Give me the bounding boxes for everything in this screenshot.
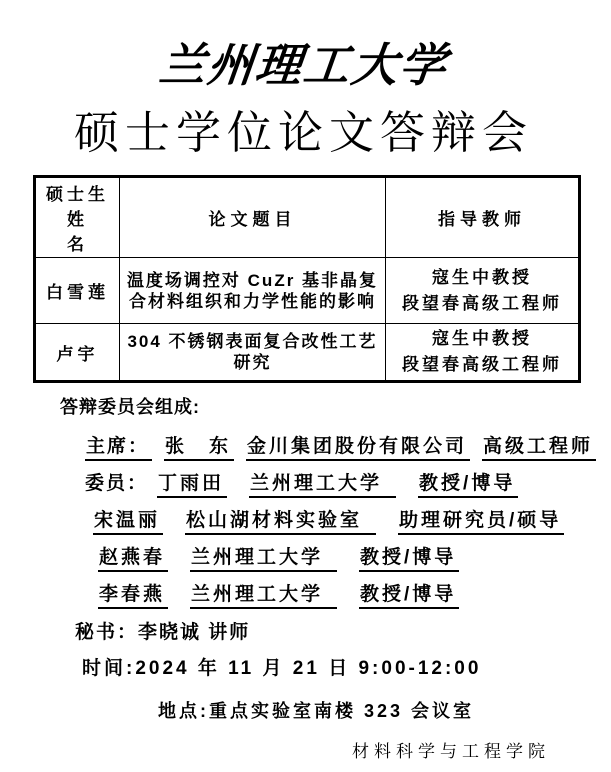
table-row [35, 324, 580, 382]
member-name: 宋温丽 [93, 509, 163, 535]
defense-location: 地点:重点实验室南楼 323 会议室 [158, 701, 475, 721]
chair-label: 主席： [85, 435, 152, 461]
member-name: 赵燕春 [98, 546, 168, 572]
defense-table [33, 175, 581, 383]
defense-announcement-page [0, 30, 607, 772]
member-name: 李春燕 [98, 583, 168, 609]
chair-affiliation: 金川集团股份有限公司 [246, 435, 470, 461]
member-affiliation: 兰州理工大学 [249, 472, 396, 498]
department-signature: 材料科学与工程学院 [352, 742, 550, 761]
thesis-title: 温度场调控对 CuZr 基非晶复合材料组织和力学性能的影响 [120, 258, 386, 324]
advisor-names [386, 258, 580, 324]
committee-heading: 答辩委员会组成: [60, 397, 200, 417]
defense-time: 时间:2024 年 11 月 21 日 9:00-12:00 [82, 658, 482, 679]
advisor-line: 段望春高级工程师 [402, 293, 562, 313]
committee-secretary-line: 秘书：李晓诚 讲师 [75, 622, 251, 643]
advisor-line: 寇生中教授 [432, 329, 532, 348]
committee-chair-line [85, 435, 607, 461]
member-segments [157, 472, 518, 498]
column-header-advisor: 指导教师 [386, 177, 580, 258]
column-header-student-line1: 硕士生 [46, 185, 109, 204]
table-row [35, 258, 580, 324]
member-title: 教授/博导 [359, 546, 459, 572]
members-label: 委员： [85, 473, 149, 494]
committee-member-line [98, 583, 607, 609]
member-affiliation: 兰州理工大学 [190, 546, 337, 572]
thesis-title: 304 不锈钢表面复合改性工艺研究 [120, 324, 386, 382]
committee-member-line [93, 509, 607, 535]
committee-member-line [85, 472, 607, 498]
student-name: 白雪莲 [35, 258, 120, 324]
member-title: 教授/博导 [359, 583, 459, 609]
column-header-student [35, 177, 130, 258]
column-header-student-line2: 姓 名 [67, 210, 130, 254]
advisor-names [386, 324, 580, 382]
member-affiliation: 松山湖材料实验室 [185, 509, 376, 535]
university-calligraphy-logo: 兰州理工大学 [156, 38, 451, 92]
member-name: 丁雨田 [157, 472, 227, 498]
column-header-thesis: 论文题目 [120, 177, 386, 258]
advisor-line: 寇生中教授 [432, 267, 532, 287]
advisor-line: 段望春高级工程师 [402, 355, 562, 374]
chair-title: 高级工程师 [482, 435, 596, 461]
table-header-row [35, 177, 580, 258]
member-affiliation: 兰州理工大学 [190, 583, 337, 609]
chair-name: 张 东 [164, 435, 234, 461]
student-name: 卢宇 [35, 324, 120, 382]
page-title: 硕士学位论文答辩会 [73, 108, 533, 158]
member-title: 助理研究员/硕导 [398, 509, 564, 535]
committee-member-line [98, 546, 607, 572]
member-title: 教授/博导 [418, 472, 518, 498]
